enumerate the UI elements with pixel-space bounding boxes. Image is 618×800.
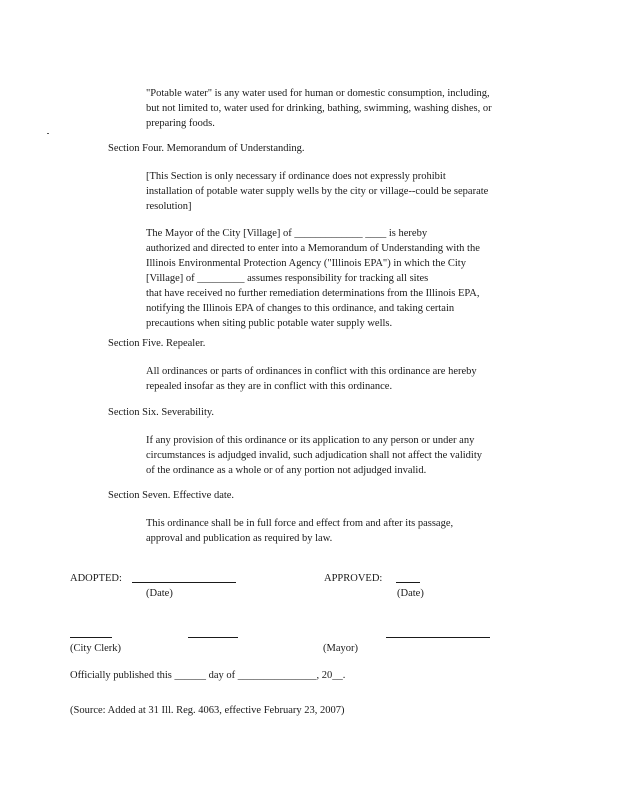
text-line: [Village] of _________ assumes responsibility for tracking all sites [146, 273, 429, 284]
section-six-body [146, 433, 556, 478]
section-four-body [146, 226, 556, 331]
mayor-signature-line [386, 637, 490, 638]
city-clerk-signature-line-2 [188, 637, 238, 638]
city-clerk-label: (City Clerk) [70, 643, 122, 654]
adopted-signature-line [132, 582, 236, 583]
text-line: precautions when siting public potable water supply wells. [146, 318, 393, 329]
approved-label: APPROVED: [324, 573, 383, 584]
text-line: Illinois Environmental Protection Agency ("Illinois EPA") in which the City [146, 258, 466, 269]
source-note: (Source: Added at 31 Ill. Reg. 4063, effective February 23, 2007) [70, 705, 345, 716]
text-line: The Mayor of the City [Village] of _____________ ____ is hereby [146, 228, 428, 239]
text-line: notifying the Illinois EPA of changes to this ordinance, and taking certain [146, 303, 455, 314]
text-line: approval and publication as required by law. [146, 533, 333, 544]
mayor-label: (Mayor) [323, 643, 358, 654]
text-line: circumstances is adjudged invalid, such adjudication shall not affect the validity [146, 450, 483, 461]
section-seven-body [146, 516, 556, 546]
section-four-heading: Section Four. Memorandum of Understanding. [108, 143, 305, 154]
section-five-body [146, 364, 556, 394]
adopted-date-label: (Date) [146, 588, 173, 599]
text-line: preparing foods. [146, 118, 215, 129]
potable-water-definition [146, 86, 556, 131]
text-line: This ordinance shall be in full force and effect from and after its passage, [146, 518, 454, 529]
text-line: "Potable water" is any water used for human or domestic consumption, including, [146, 88, 490, 99]
section-five-heading: Section Five. Repealer. [108, 338, 206, 349]
text-line: resolution] [146, 201, 192, 212]
approved-date-label: (Date) [397, 588, 424, 599]
text-line: repealed insofar as they are in conflict with this ordinance. [146, 381, 393, 392]
published-statement: Officially published this ______ day of _______________, 20__. [70, 670, 346, 681]
text-line: of the ordinance as a whole or of any portion not adjudged invalid. [146, 465, 427, 476]
text-line: All ordinances or parts of ordinances in conflict with this ordinance are hereby [146, 366, 477, 377]
text-line: authorized and directed to enter into a Memorandum of Understanding with the [146, 243, 480, 254]
adopted-label: ADOPTED: [70, 573, 122, 584]
text-line: that have received no further remediation determinations from the Illinois EPA, [146, 288, 480, 299]
approved-signature-line [396, 582, 420, 583]
text-line: If any provision of this ordinance or its application to any person or under any [146, 435, 475, 446]
text-line: [This Section is only necessary if ordinance does not expressly prohibit [146, 171, 446, 182]
section-six-heading: Section Six. Severability. [108, 407, 215, 418]
section-four-note [146, 169, 556, 214]
section-seven-heading: Section Seven. Effective date. [108, 490, 235, 501]
scan-mark [47, 133, 49, 134]
text-line: installation of potable water supply wells by the city or village--could be separate [146, 186, 489, 197]
city-clerk-signature-line [70, 637, 112, 638]
text-line: but not limited to, water used for drinking, bathing, swimming, washing dishes, or [146, 103, 492, 114]
